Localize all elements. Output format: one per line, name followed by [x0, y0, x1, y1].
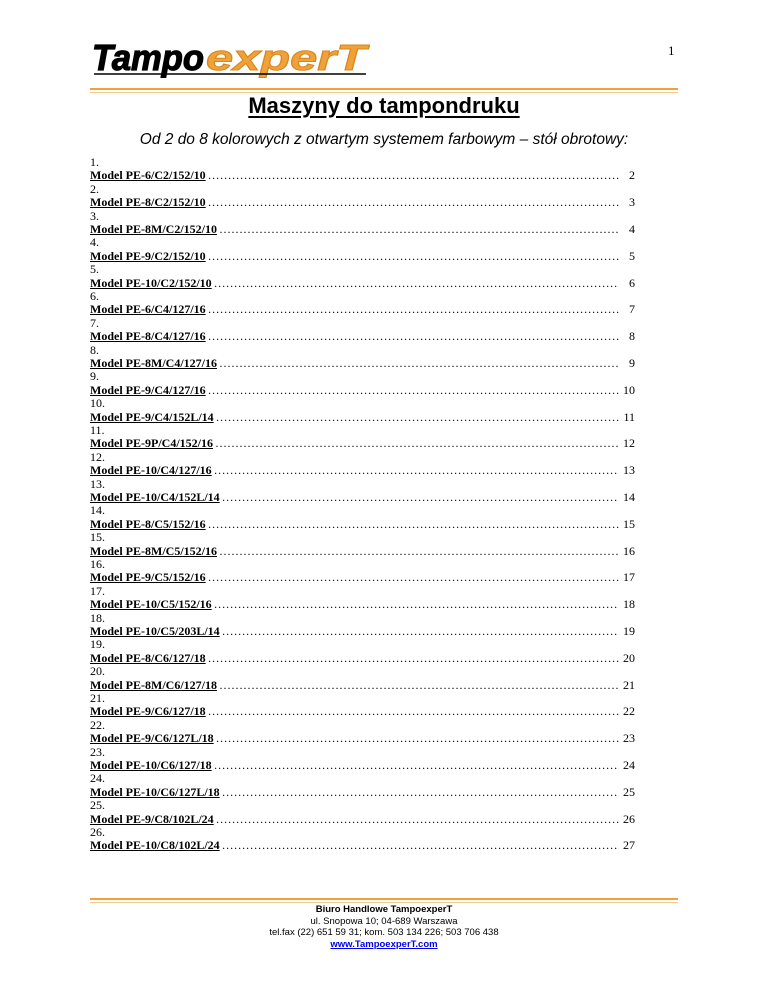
- toc-entry-line: [90, 464, 635, 477]
- toc-dot-leader: [219, 223, 619, 236]
- toc-entry-line: [90, 196, 635, 209]
- toc-entry-link[interactable]: Model PE-10/C5/152/16: [90, 597, 212, 612]
- toc-entry-number: 15.: [90, 530, 105, 545]
- toc-entry-number: 8.: [90, 342, 99, 357]
- toc-entry: [90, 772, 635, 799]
- toc-entry-line: [90, 411, 635, 424]
- toc-entry-number: 7.: [90, 315, 99, 330]
- page-number: 1: [668, 43, 675, 58]
- toc-entry-line: [90, 652, 635, 665]
- toc-entry-line: [90, 169, 635, 182]
- footer-contact: tel.fax (22) 651 59 31; kom. 503 134 226; 503 706 438: [269, 927, 499, 938]
- toc-entry-page: 9: [629, 355, 635, 370]
- toc-entry-line: [90, 437, 635, 450]
- toc-dot-leader: [222, 786, 619, 799]
- toc-entry-page: 8: [629, 329, 635, 344]
- toc-dot-leader: [214, 759, 619, 772]
- toc-entry: [90, 638, 635, 665]
- footer-company: Biuro Handlowe TampoexperT: [315, 904, 453, 915]
- toc-dot-leader: [222, 491, 619, 504]
- toc-entry-page: 4: [629, 221, 635, 236]
- toc-entry-link[interactable]: Model PE-8/C6/127/18: [90, 650, 206, 665]
- toc-entry-line: [90, 705, 635, 718]
- toc-entry-page: 11: [623, 409, 635, 424]
- toc-entry-page: 2: [629, 168, 635, 183]
- toc-entry-number: 18.: [90, 610, 105, 625]
- toc-entry-link[interactable]: Model PE-10/C5/203L/14: [90, 623, 220, 638]
- toc-entry-number: 24.: [90, 771, 105, 786]
- toc-entry-link[interactable]: Model PE-9/C6/127/18: [90, 704, 206, 719]
- toc-entry-page: 5: [629, 248, 635, 263]
- toc-entry-page: 26: [623, 811, 635, 826]
- toc-entry-line: [90, 223, 635, 236]
- toc-dot-leader: [215, 437, 619, 450]
- toc-entry-number: 16.: [90, 556, 105, 571]
- toc-entry-line: [90, 491, 635, 504]
- toc-dot-leader: [214, 598, 619, 611]
- toc-entry-line: [90, 786, 635, 799]
- toc-entry: [90, 692, 635, 719]
- logo-text-expert: experT: [206, 38, 370, 78]
- toc-entry: [90, 826, 635, 853]
- toc-entry: [90, 478, 635, 505]
- toc-entry-page: 3: [629, 195, 635, 210]
- toc-dot-leader: [222, 625, 619, 638]
- toc-entry-number: 20.: [90, 664, 105, 679]
- toc-entry-line: [90, 571, 635, 584]
- toc-entry-line: [90, 330, 635, 343]
- toc-entry-link[interactable]: Model PE-9/C8/102L/24: [90, 811, 214, 826]
- toc-entry-page: 15: [623, 516, 635, 531]
- toc-entry-link[interactable]: Model PE-8M/C2/152/10: [90, 221, 217, 236]
- toc-dot-leader: [208, 169, 619, 182]
- toc-entry-number: 4.: [90, 235, 99, 250]
- toc-entry-number: 5.: [90, 262, 99, 277]
- toc-entry-page: 22: [623, 704, 635, 719]
- toc-dot-leader: [216, 411, 619, 424]
- toc-entry-page: 14: [623, 489, 635, 504]
- toc-entry-number: 17.: [90, 583, 105, 598]
- footer-address: ul. Snopowa 10; 04-689 Warszawa: [310, 915, 458, 927]
- toc-entry-number: 6.: [90, 288, 99, 303]
- toc-entry: [90, 370, 635, 397]
- toc-entry-link[interactable]: Model PE-8M/C6/127/18: [90, 677, 217, 692]
- toc-dot-leader: [208, 384, 619, 397]
- toc-entry-link[interactable]: Model PE-9/C5/152/16: [90, 570, 206, 585]
- toc-dot-leader: [208, 571, 619, 584]
- toc-entry: [90, 799, 635, 826]
- toc-dot-leader: [208, 250, 619, 263]
- toc-entry-page: 23: [623, 731, 635, 746]
- footer-divider-thin: [90, 902, 678, 903]
- toc-entry-number: 22.: [90, 717, 105, 732]
- toc-dot-leader: [208, 518, 619, 531]
- toc-entry-number: 2.: [90, 181, 99, 196]
- toc-entry: [90, 210, 635, 237]
- toc-entry: [90, 317, 635, 344]
- toc-entry-page: 20: [623, 650, 635, 665]
- toc-entry-link[interactable]: Model PE-10/C6/127/18: [90, 757, 212, 772]
- toc-entry-number: 26.: [90, 824, 105, 839]
- footer-website-link[interactable]: www.TampoexperT.com: [330, 938, 438, 950]
- toc-entry-page: 25: [623, 784, 635, 799]
- toc-entry: [90, 290, 635, 317]
- toc-entry-page: 12: [623, 436, 635, 451]
- toc-entry: [90, 156, 635, 183]
- toc-dot-leader: [214, 277, 619, 290]
- toc-entry-line: [90, 759, 635, 772]
- toc-dot-leader: [208, 330, 619, 343]
- toc-entry-number: 9.: [90, 369, 99, 384]
- toc-entry-line: [90, 839, 635, 852]
- toc-entry: [90, 585, 635, 612]
- footer: [0, 904, 768, 950]
- toc-dot-leader: [208, 705, 619, 718]
- tampoexpert-logo: [90, 38, 370, 78]
- toc-dot-leader: [216, 732, 619, 745]
- toc-entry-page: 17: [623, 570, 635, 585]
- toc-entry: [90, 531, 635, 558]
- toc-entry: [90, 397, 635, 424]
- toc-entry-link[interactable]: Model PE-6/C2/152/10: [90, 168, 206, 183]
- toc-entry: [90, 236, 635, 263]
- toc-entry-link[interactable]: Model PE-8M/C4/127/16: [90, 355, 217, 370]
- toc-entry-link[interactable]: Model PE-10/C2/152/10: [90, 275, 212, 290]
- toc-entry-page: 27: [623, 838, 635, 853]
- toc-entry-number: 11.: [90, 422, 105, 437]
- toc-entry: [90, 746, 635, 773]
- toc-entry-page: 10: [623, 382, 635, 397]
- toc-entry-line: [90, 545, 635, 558]
- toc-entry-number: 21.: [90, 690, 105, 705]
- toc-entry-line: [90, 250, 635, 263]
- toc-entry-page: 13: [623, 463, 635, 478]
- toc-entry-line: [90, 598, 635, 611]
- toc-entry-line: [90, 625, 635, 638]
- toc-entry: [90, 263, 635, 290]
- toc-entry: [90, 558, 635, 585]
- toc-entry: [90, 424, 635, 451]
- toc-entry-page: 21: [623, 677, 635, 692]
- toc-entry: [90, 451, 635, 478]
- toc-entry: [90, 719, 635, 746]
- toc-entry-number: 10.: [90, 396, 105, 411]
- toc-entry-page: 16: [623, 543, 635, 558]
- toc-entry-line: [90, 813, 635, 826]
- footer-divider: [90, 898, 678, 900]
- toc-entry-link[interactable]: Model PE-9/C4/127/16: [90, 382, 206, 397]
- toc-entry-number: 14.: [90, 503, 105, 518]
- toc-entry-number: 3.: [90, 208, 99, 223]
- toc-dot-leader: [219, 679, 619, 692]
- toc-entry-number: 19.: [90, 637, 105, 652]
- toc-entry-line: [90, 384, 635, 397]
- toc-entry-line: [90, 518, 635, 531]
- toc-entry-page: 7: [629, 302, 635, 317]
- toc-dot-leader: [219, 357, 619, 370]
- toc-entry-link[interactable]: Model PE-10/C6/127L/18: [90, 784, 220, 799]
- toc-entry-number: 23.: [90, 744, 105, 759]
- toc-dot-leader: [208, 303, 619, 316]
- toc-entry-link[interactable]: Model PE-9P/C4/152/16: [90, 436, 213, 451]
- toc-entry-page: 24: [623, 757, 635, 772]
- toc-entry-line: [90, 357, 635, 370]
- toc-entry-page: 6: [629, 275, 635, 290]
- toc-dot-leader: [214, 464, 619, 477]
- toc-entry-page: 18: [623, 597, 635, 612]
- page-title: Maszyny do tampondruku: [248, 93, 520, 118]
- toc-entry-line: [90, 277, 635, 290]
- toc-entry-number: 13.: [90, 476, 105, 491]
- toc-dot-leader: [208, 196, 619, 209]
- toc-entry-page: 19: [623, 623, 635, 638]
- toc-entry-link[interactable]: Model PE-9/C2/152/10: [90, 248, 206, 263]
- toc-entry-link[interactable]: Model PE-10/C4/152L/14: [90, 489, 220, 504]
- toc-entry-link[interactable]: Model PE-8M/C5/152/16: [90, 543, 217, 558]
- toc-entry-number: 25.: [90, 798, 105, 813]
- toc-entry: [90, 504, 635, 531]
- toc-entry-link[interactable]: Model PE-9/C4/152L/14: [90, 409, 214, 424]
- toc-entry-line: [90, 679, 635, 692]
- toc-entry: [90, 344, 635, 371]
- page-subtitle: Od 2 do 8 kolorowych z otwartym systemem farbowym – stół obrotowy:: [139, 131, 629, 148]
- toc-entry-line: [90, 732, 635, 745]
- toc-entry-line: [90, 303, 635, 316]
- toc-entry: [90, 183, 635, 210]
- toc-entry: [90, 612, 635, 639]
- toc-entry-link[interactable]: Model PE-8/C5/152/16: [90, 516, 206, 531]
- toc-entry-link[interactable]: Model PE-6/C4/127/16: [90, 302, 206, 317]
- table-of-contents: [90, 156, 635, 853]
- toc-dot-leader: [216, 813, 619, 826]
- toc-entry-link[interactable]: Model PE-8/C4/127/16: [90, 329, 206, 344]
- toc-dot-leader: [208, 652, 619, 665]
- toc-dot-leader: [222, 839, 619, 852]
- toc-entry-link[interactable]: Model PE-8/C2/152/10: [90, 195, 206, 210]
- logo-text-tampo: Tampo: [92, 38, 204, 78]
- toc-entry-number: 1.: [90, 155, 99, 169]
- header-divider: [90, 88, 678, 90]
- toc-entry-link[interactable]: Model PE-10/C4/127/16: [90, 463, 212, 478]
- toc-entry: [90, 665, 635, 692]
- toc-dot-leader: [219, 545, 619, 558]
- toc-entry-link[interactable]: Model PE-10/C8/102L/24: [90, 838, 220, 853]
- toc-entry-link[interactable]: Model PE-9/C6/127L/18: [90, 731, 214, 746]
- toc-entry-number: 12.: [90, 449, 105, 464]
